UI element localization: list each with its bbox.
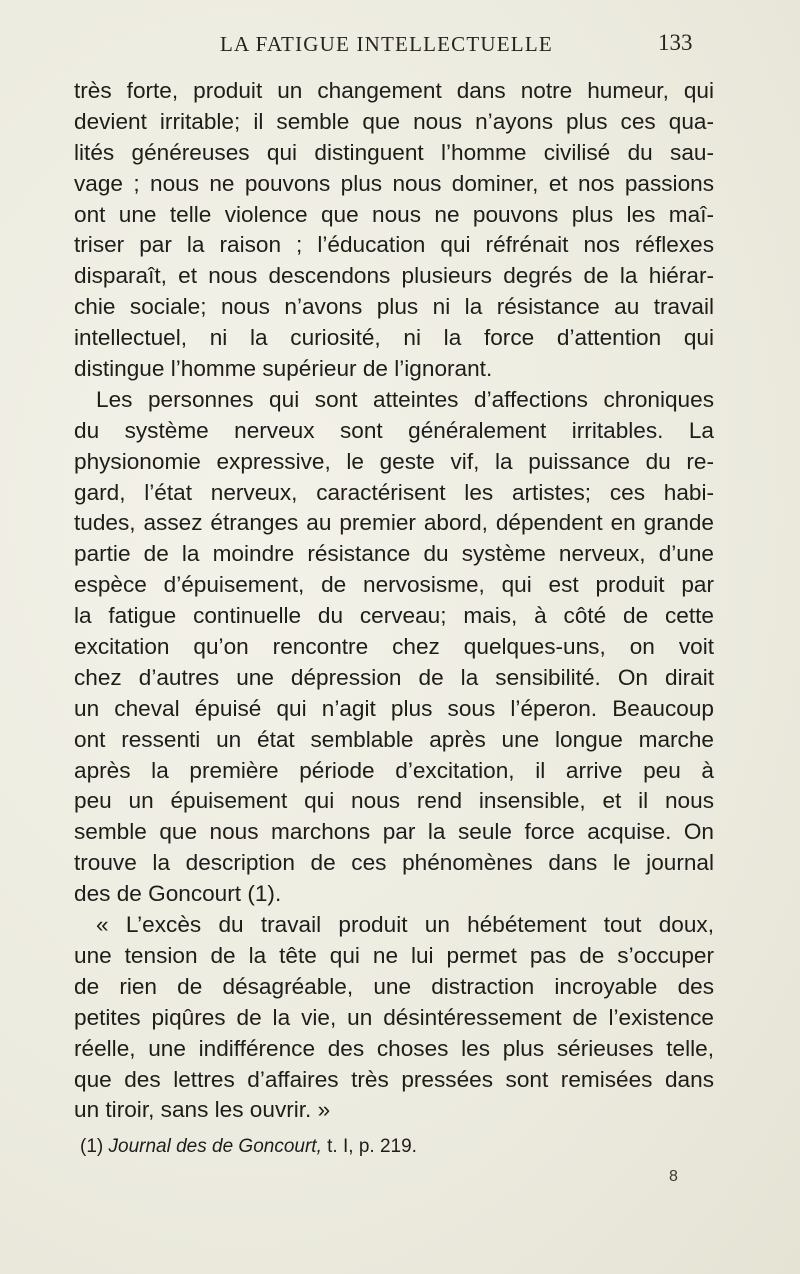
- text-line: chez d’autres une dépression de la sensibilité. On dirait: [74, 664, 714, 690]
- text-line: distingue l’homme supérieur de l’ignorant.: [74, 356, 493, 382]
- text-line: un tiroir, sans les ouvrir. »: [74, 1097, 331, 1123]
- text-line: vage ; nous ne pouvons plus nous dominer, et nos passions: [74, 170, 714, 196]
- text-line: devient irritable; il semble que nous n’ayons plus ces qua-: [74, 108, 714, 134]
- footnote-number: (1): [80, 1136, 104, 1157]
- running-title: LA FATIGUE INTELLECTUELLE: [220, 32, 553, 56]
- text-line: réelle, une indifférence des choses les plus sérieuses telle,: [74, 1035, 714, 1061]
- page-header: [0, 30, 800, 60]
- text-line: après la première période d’excitation, il arrive peu à: [74, 757, 714, 783]
- text-line: partie de la moindre résistance du système nerveux, d’une: [74, 541, 714, 567]
- text-line: une tension de la tête qui ne lui permet pas de s’occuper: [74, 942, 714, 968]
- text-line: du système nerveux sont généralement irritables. La: [74, 417, 714, 443]
- text-line: que des lettres d’affaires très pressées sont remisées dans: [74, 1066, 714, 1092]
- text-line: de rien de désagréable, une distraction incroyable des: [74, 973, 714, 999]
- footnote-reference: t. I, p. 219.: [327, 1136, 417, 1157]
- text-line: disparaît, et nous descendons plusieurs degrés de la hiérar-: [74, 263, 714, 289]
- text-line: ont ressenti un état semblable après une longue marche: [74, 726, 714, 752]
- text-line: intellectuel, ni la curiosité, ni la force d’attention qui: [74, 325, 714, 351]
- text-line: « L’excès du travail produit un hébétement tout doux,: [96, 912, 714, 938]
- text-line: petites piqûres de la vie, un désintéressement de l’existence: [74, 1004, 714, 1030]
- text-line: triser par la raison ; l’éducation qui réfrénait nos réflexes: [74, 232, 714, 258]
- text-line: espèce d’épuisement, de nervosisme, qui est produit par: [74, 572, 714, 598]
- text-line: ont une telle violence que nous ne pouvons plus les maî-: [74, 201, 714, 227]
- text-line: chie sociale; nous n’avons plus ni la résistance au travail: [74, 294, 714, 320]
- footnote: [80, 1136, 417, 1158]
- body-text: [74, 76, 714, 1126]
- text-line: peu un épuisement qui nous rend insensible, et il nous: [74, 788, 714, 814]
- page-number: 133: [658, 30, 693, 55]
- text-line: Les personnes qui sont atteintes d’affections chroniques: [96, 386, 714, 412]
- paragraph: [74, 385, 714, 910]
- signature-mark: 8: [669, 1168, 678, 1185]
- paragraph: [74, 76, 714, 385]
- text-line: des de Goncourt (1).: [74, 881, 282, 907]
- text-line: la fatigue continuelle du cerveau; mais, à côté de cette: [74, 603, 714, 629]
- text-line: très forte, produit un changement dans notre humeur, qui: [74, 78, 714, 103]
- text-line: un cheval épuisé qui n’agit plus sous l’éperon. Beaucoup: [74, 695, 714, 721]
- text-line: physionomie expressive, le geste vif, la puissance du re-: [74, 448, 714, 474]
- text-line: tudes, assez étranges au premier abord, dépendent en grande: [74, 510, 714, 536]
- text-line: gard, l’état nerveux, caractérisent les artistes; ces habi-: [74, 479, 714, 505]
- paragraph: [74, 910, 714, 1126]
- text-line: lités généreuses qui distinguent l’homme civilisé du sau-: [74, 139, 714, 165]
- text-line: semble que nous marchons par la seule force acquise. On: [74, 819, 714, 845]
- text-line: trouve la description de ces phénomènes dans le journal: [74, 850, 714, 876]
- text-line: excitation qu’on rencontre chez quelques-uns, on voit: [74, 634, 714, 660]
- footnote-title: Journal des de Goncourt,: [108, 1136, 322, 1157]
